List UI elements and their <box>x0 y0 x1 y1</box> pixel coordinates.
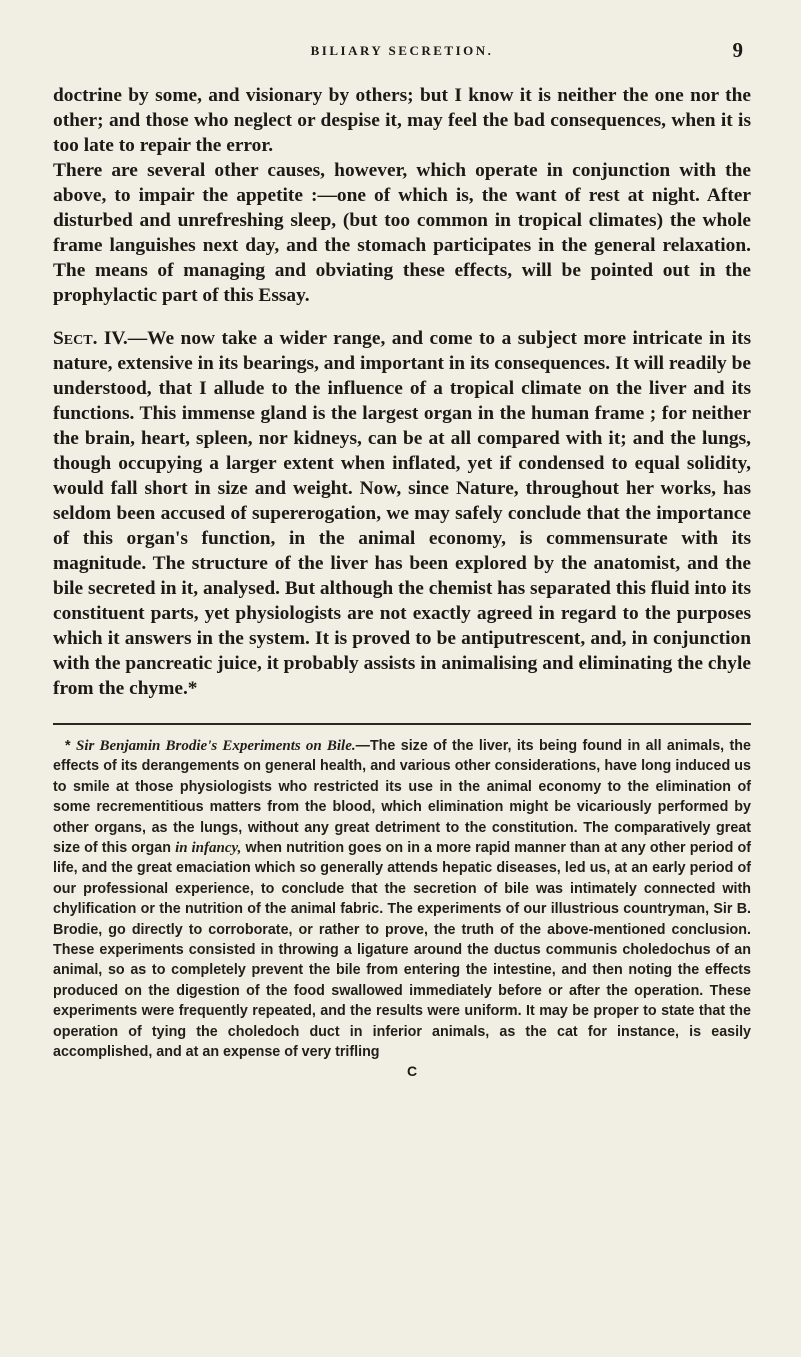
main-text <box>53 83 751 701</box>
running-head <box>53 38 751 64</box>
paragraph-section-iv <box>53 326 751 701</box>
paragraph-2: There are several other causes, however, which operate in conjunction with the above, to impair the appetite :—one of which is, the want of rest at night. After disturbed and unrefreshing sleep, (but too common in tropical climates) the whole frame languishes next day, and the stomach participates in the general relaxation. The means of managing and obviating these effects, will be pointed out in the prophylactic part of this Essay. <box>53 160 751 306</box>
section-label: Sect. IV. <box>53 328 128 349</box>
paragraph-1: doctrine by some, and visionary by others; but I know it is neither the one nor the other; and those who neglect or despise it, may feel the bad consequences, when it is too late to repair the error. <box>53 85 751 156</box>
page-number: 9 <box>732 38 743 62</box>
signature-mark: C <box>406 1062 418 1079</box>
footnote-rule-wrap <box>53 723 751 725</box>
paragraph-3-text: —We now take a wider range, and come to a subject more intricate in its nature, extensive in its bearings, and important in its consequences. It will readily be understood, that I allude to the influence of a tropical climate on the liver and its functions. This immense gland is the largest organ in the human frame ; for neither the brain, heart, spleen, nor kidneys, can be at all compared with it; and the lungs, though occupying a larger extent when inflated, yet if condensed to equal solidity, would fall short in size and weight. Now, since Nature, throughout her works, has seldom been accused of supererogation, we may safely conclude that the importance of this organ's function, in the animal economy, is commensurate with its magnitude. The structure of the liver has been explored by the anatomist, and the bile secreted in it, analysed. But although the chemist has separated this fluid into its constituent parts, yet physiologists are not exactly agreed in regard to the purposes which it answers in the system. It is proved to be antiputrescent, and, in conjunction with the pancreatic juice, it probably assists in animalising and eliminating the chyle from the chyme.* <box>53 328 751 699</box>
footnote <box>53 736 751 1063</box>
footnote-text-a: —The size of the liver, its being found in all animals, the effects of its derangements on general health, and various other considerations, have long induced us to smile at those physiologists who restricted its use in the animal economy to the elimination of some recrementitious matters from the blood, which elimination might be vicariously performed by other organs, as the lungs, without any great detriment to the constitution. The comparatively great size of this organ <box>53 738 751 857</box>
footnote-italic: in infancy, <box>175 840 242 857</box>
footnote-text-b: when nutrition goes on in a more rapid manner than at any other period of life, and the great emaciation which so generally attends hepatic diseases, led us, at an early period of our professional experience, to conclude that the secretion of bile was intimately connected with chylification or the nutrition of the animal fabric. The experiments of our illustrious countryman, Sir B. Brodie, go directly to corroborate, or rather to prove, the truth of the above-mentioned conclusion. These experiments consisted in throwing a ligature around the ductus communis choledochus of an animal, so as to completely prevent the bile from entering the intestine, and then noting the effects produced on the digestion of the food swallowed immediately before or after the operation. These experiments were frequently repeated, and the results were uniform. It may be proper to state that the operation of tying the choledoch duct in inferior animals, as the cat for instance, is easily accomplished, and at an expense of very trifling <box>53 840 751 1061</box>
running-title: BILIARY SECRETION. <box>310 43 494 58</box>
footnote-marker: * <box>65 738 71 754</box>
footnote-rule <box>53 723 751 725</box>
paragraph-gap <box>53 308 751 326</box>
footnote-title: Sir Benjamin Brodie's Experiments on Bile. <box>75 738 356 754</box>
